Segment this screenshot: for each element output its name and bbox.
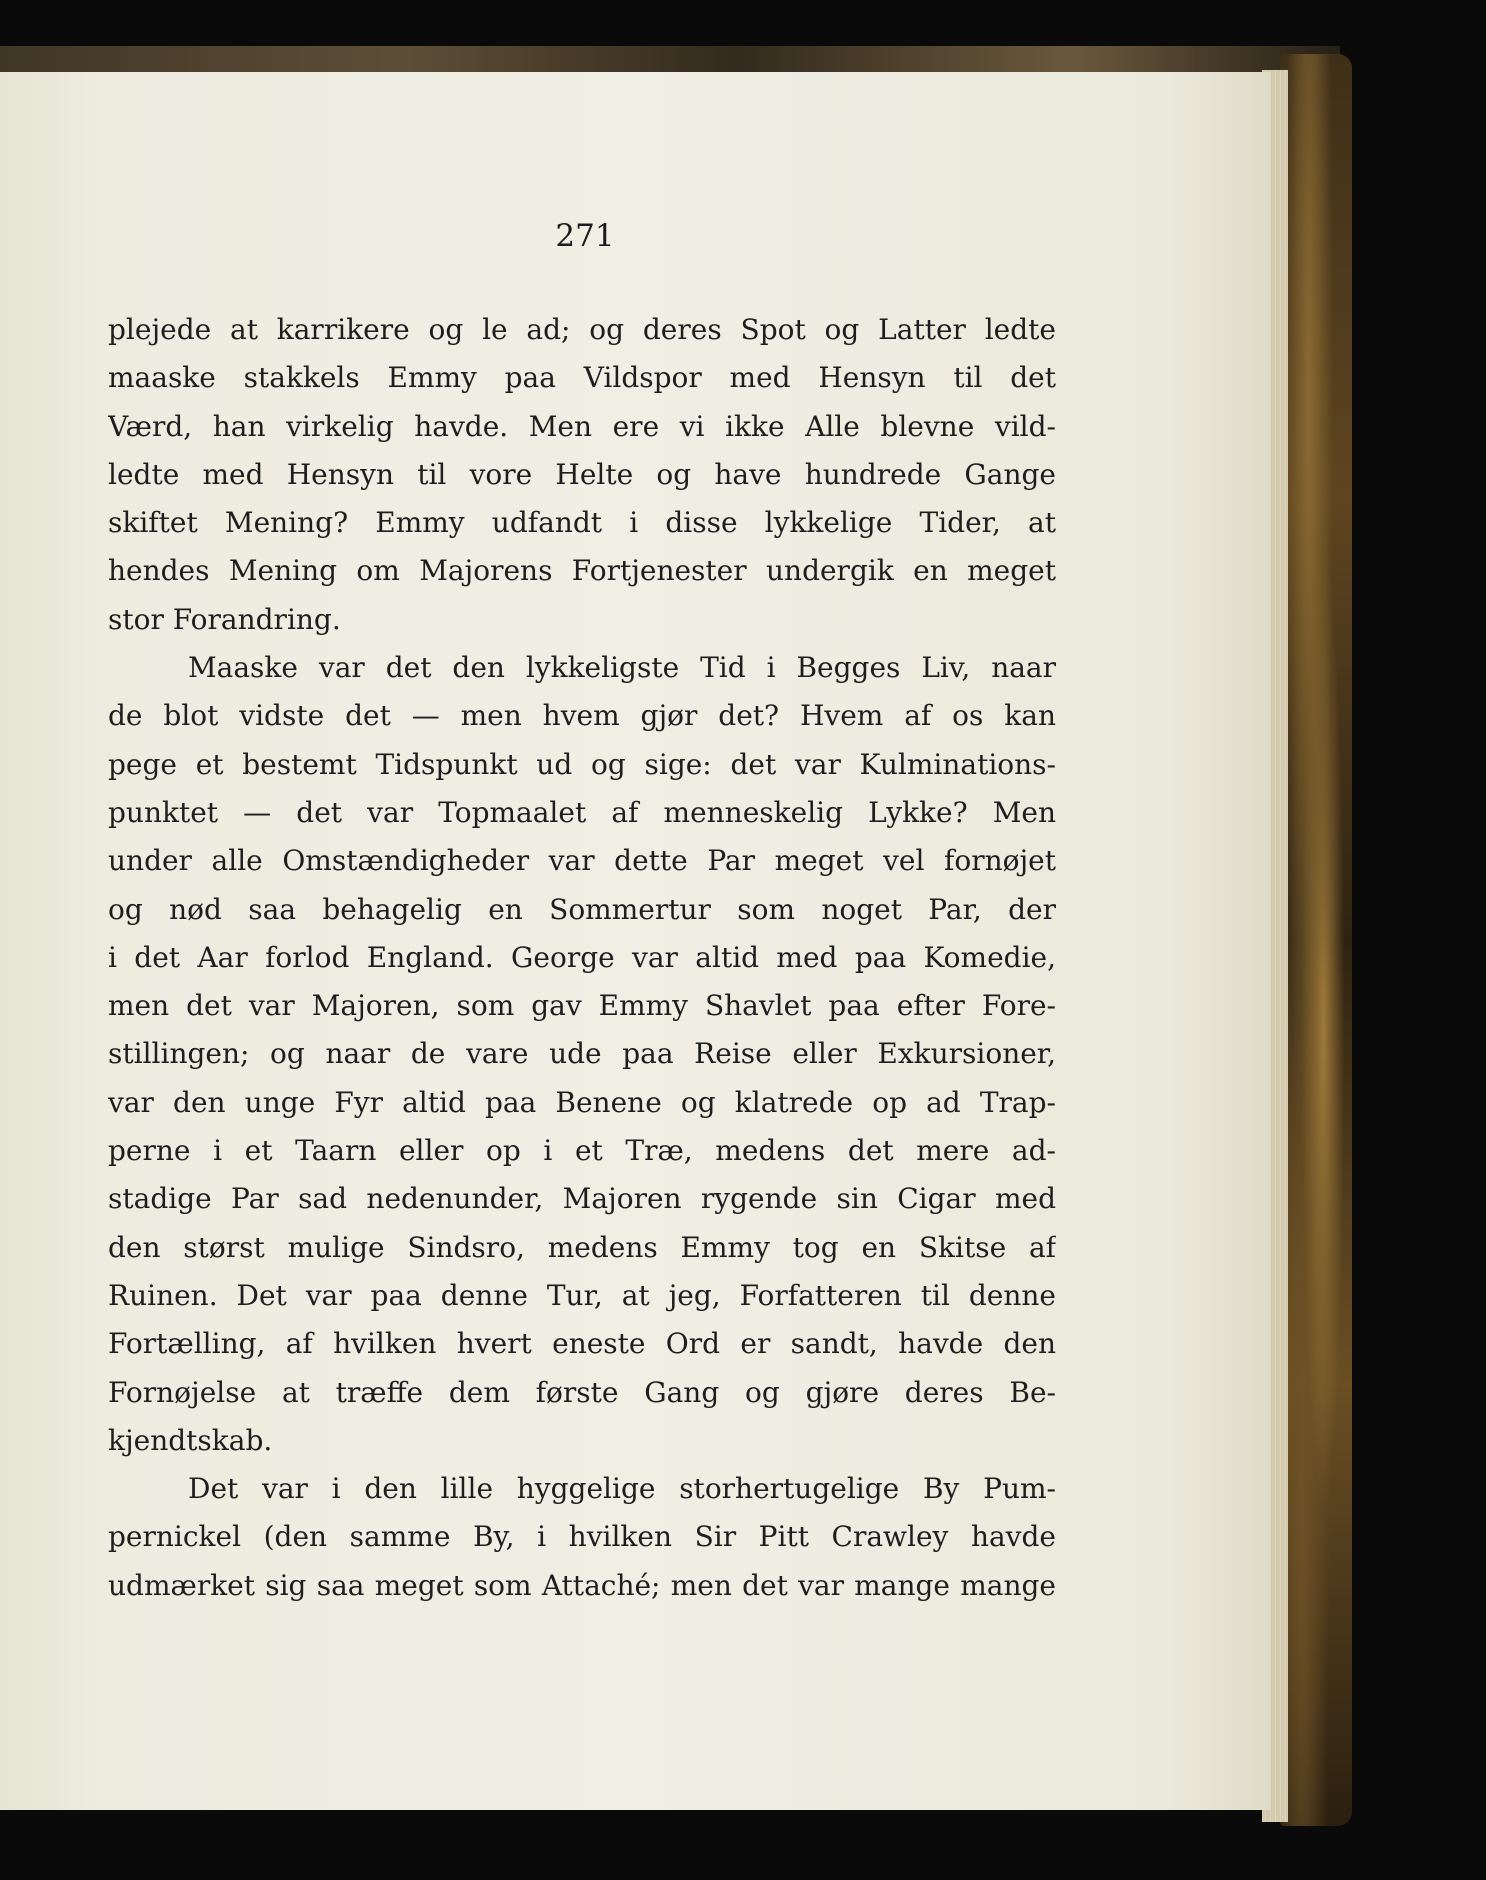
text-line: Ruinen. Det var paa denne Tur, at jeg, Forfatteren til denne: [108, 1278, 1056, 1312]
text-line: i det Aar forlod England. George var altid med paa Komedie,: [108, 940, 1056, 974]
body-text: [108, 306, 1056, 1610]
text-line: pege et bestemt Tidspunkt ud og sige: det var Kulminations-: [108, 747, 1056, 781]
text-line: men det var Majoren, som gav Emmy Shavlet paa efter Fore-: [108, 989, 1056, 1023]
text-line: Fornøjelse at træffe dem første Gang og gjøre deres Be-: [108, 1375, 1056, 1409]
text-line: maaske stakkels Emmy paa Vildspor med Hensyn til det: [108, 361, 1056, 395]
text-line: kjendtskab.: [108, 1423, 273, 1457]
text-line: stadige Par sad nedenunder, Majoren rygende sin Cigar med: [108, 1182, 1056, 1216]
text-line: og nød saa behagelig en Sommertur som noget Par, der: [108, 892, 1056, 926]
text-line: stillingen; og naar de vare ude paa Reise eller Exkursioner,: [108, 1037, 1056, 1071]
text-line: Maaske var det den lykkeligste Tid i Begges Liv, naar: [188, 651, 1056, 685]
text-line: hendes Mening om Majorens Fortjenester undergik en meget: [108, 554, 1056, 588]
text-line: Det var i den lille hyggelige storhertugelige By Pum-: [188, 1472, 1056, 1506]
text-line: udmærket sig saa meget som Attaché; men det var mange mange: [108, 1568, 1056, 1602]
text-line: var den unge Fyr altid paa Benene og klatrede op ad Trap-: [108, 1085, 1056, 1119]
text-line: pernickel (den samme By, i hvilken Sir Pitt Crawley havde: [108, 1520, 1056, 1554]
text-line: Værd, han virkelig havde. Men ere vi ikke Alle blevne vild-: [108, 409, 1056, 443]
text-line: ledte med Hensyn til vore Helte og have hundrede Gange: [108, 457, 1056, 491]
text-line: de blot vidste det — men hvem gjør det? Hvem af os kan: [108, 699, 1056, 733]
text-line: skiftet Mening? Emmy udfandt i disse lykkelige Tider, at: [108, 506, 1056, 540]
text-line: perne i et Taarn eller op i et Træ, medens det mere ad-: [108, 1134, 1056, 1168]
text-line: Fortælling, af hvilken hvert eneste Ord er sandt, havde den: [108, 1327, 1056, 1361]
text-line: stor Forandring.: [108, 602, 341, 636]
page-number: 271: [555, 218, 615, 254]
text-line: plejede at karrikere og le ad; og deres Spot og Latter ledte: [108, 313, 1056, 346]
text-line: den størst mulige Sindsro, medens Emmy tog en Skitse af: [108, 1230, 1056, 1264]
text-line: under alle Omstændigheder var dette Par meget vel fornøjet: [108, 844, 1056, 878]
text-line: punktet — det var Topmaalet af menneskelig Lykke? Men: [108, 795, 1056, 829]
marbled-cover-edge: [1280, 54, 1352, 1826]
